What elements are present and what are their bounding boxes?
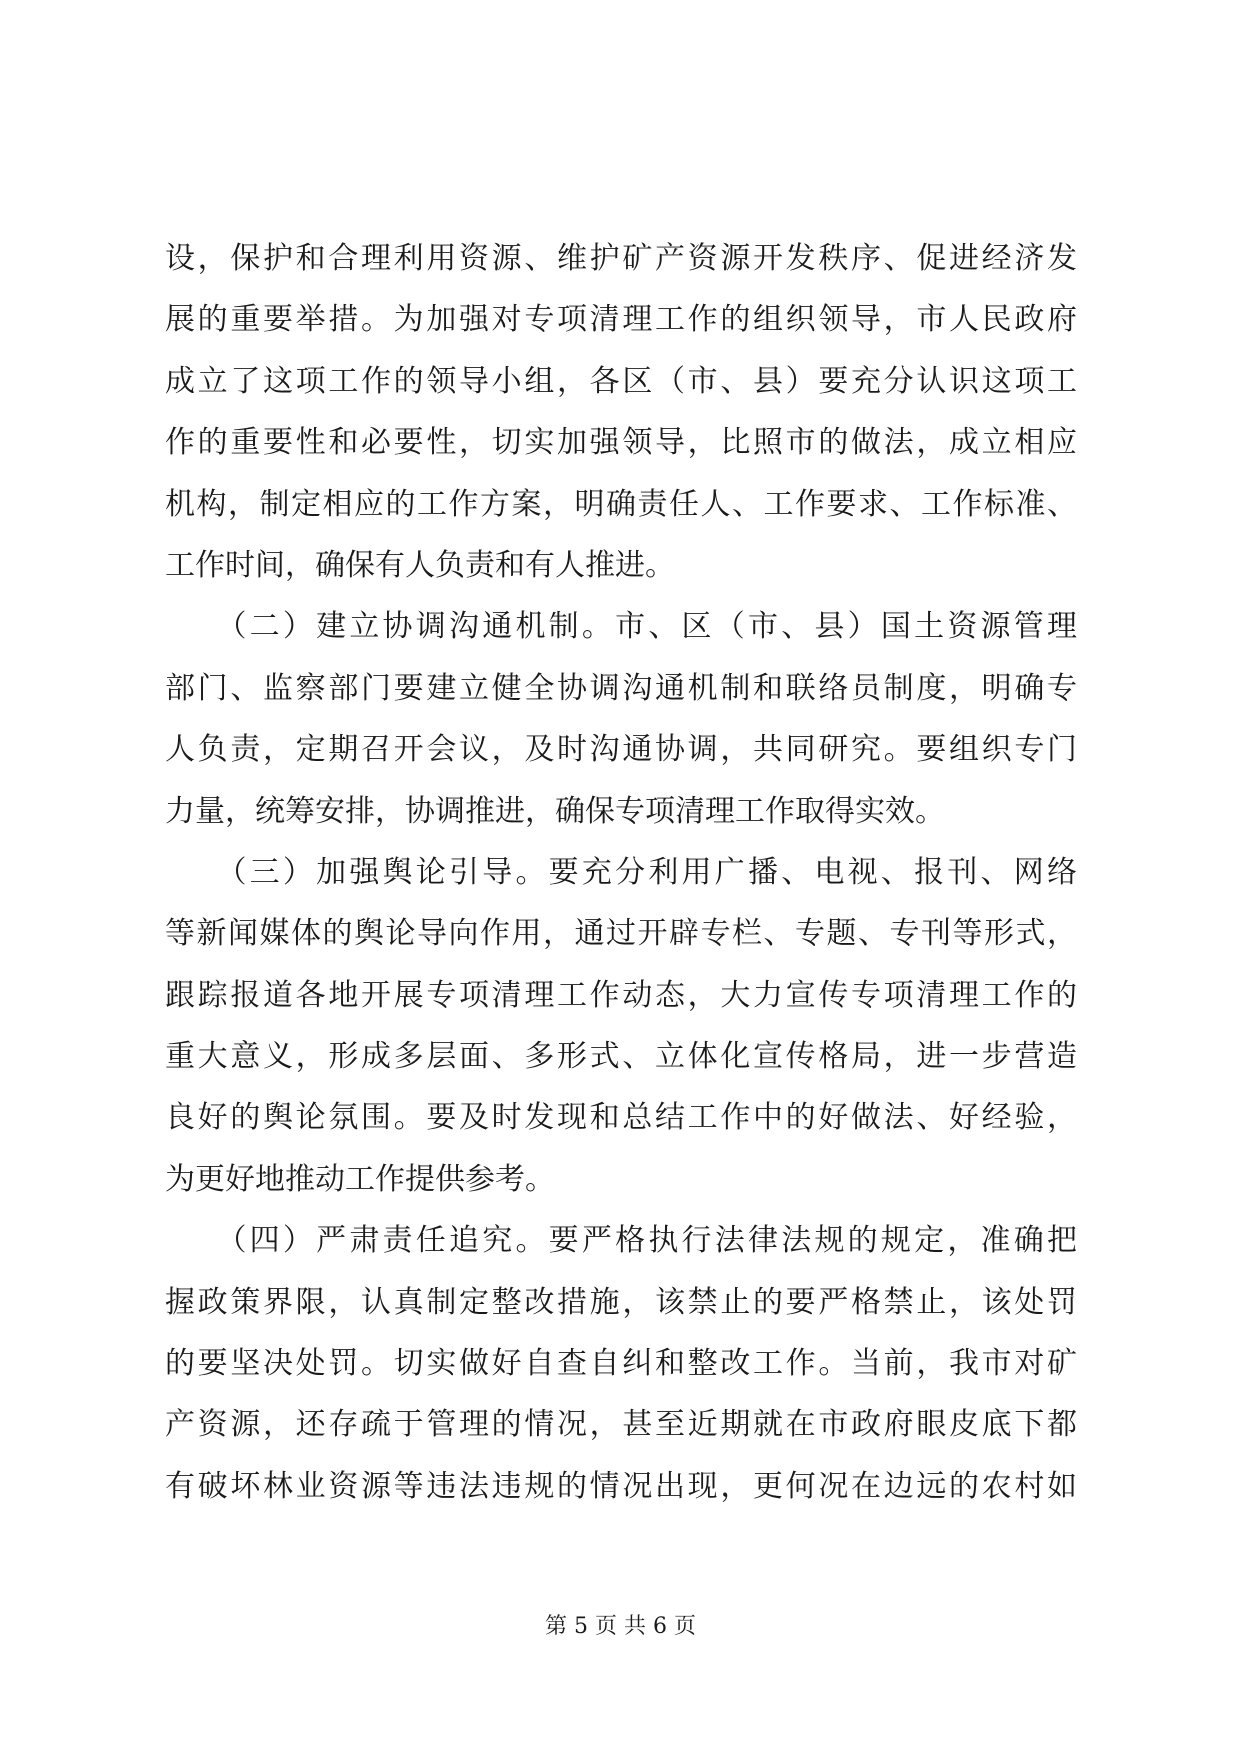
text-line: 重大意义，形成多层面、多形式、立体化宣传格局，进一步营造 [165, 1039, 1077, 1075]
text-line: 成立了这项工作的领导小组，各区（市、县）要充分认识这项工 [165, 363, 1077, 399]
text-line: （四）严肃责任追究。要严格执行法律法规的规定，准确把 [165, 1223, 1077, 1259]
text-line: 的要坚决处罚。切实做好自查自纠和整改工作。当前，我市对矿 [165, 1346, 1077, 1382]
text-line: 良好的舆论氛围。要及时发现和总结工作中的好做法、好经验， [165, 1100, 1077, 1136]
text-line: 机构，制定相应的工作方案，明确责任人、工作要求、工作标准、 [165, 486, 1077, 522]
body-text [165, 228, 1077, 1517]
text-line: 力量，统筹安排，协调推进，确保专项清理工作取得实效。 [165, 793, 945, 829]
text-line: 为更好地推动工作提供参考。 [165, 1161, 555, 1197]
text-line: 作的重要性和必要性，切实加强领导，比照市的做法，成立相应 [165, 425, 1077, 461]
text-line: 展的重要举措。为加强对专项清理工作的组织领导，市人民政府 [165, 302, 1077, 338]
text-line: （二）建立协调沟通机制。市、区（市、县）国土资源管理 [165, 609, 1077, 645]
text-line: 等新闻媒体的舆论导向作用，通过开辟专栏、专题、专刊等形式， [165, 916, 1077, 952]
text-line: 人负责，定期召开会议，及时沟通协调，共同研究。要组织专门 [165, 732, 1077, 768]
text-line: （三）加强舆论引导。要充分利用广播、电视、报刊、网络 [165, 854, 1077, 890]
page-footer: 第 5 页 共 6 页 [545, 1614, 696, 1639]
text-line: 部门、监察部门要建立健全协调沟通机制和联络员制度，明确专 [165, 670, 1077, 706]
text-line: 有破坏林业资源等违法违规的情况出现，更何况在边远的农村如 [165, 1468, 1077, 1504]
text-line: 产资源，还存疏于管理的情况，甚至近期就在市政府眼皮底下都 [165, 1407, 1077, 1443]
text-line: 跟踪报道各地开展专项清理工作动态，大力宣传专项清理工作的 [165, 977, 1077, 1013]
text-line: 工作时间，确保有人负责和有人推进。 [165, 547, 675, 583]
text-line: 设，保护和合理利用资源、维护矿产资源开发秩序、促进经济发 [165, 241, 1077, 276]
text-line: 握政策界限，认真制定整改措施，该禁止的要严格禁止，该处罚 [165, 1284, 1077, 1320]
